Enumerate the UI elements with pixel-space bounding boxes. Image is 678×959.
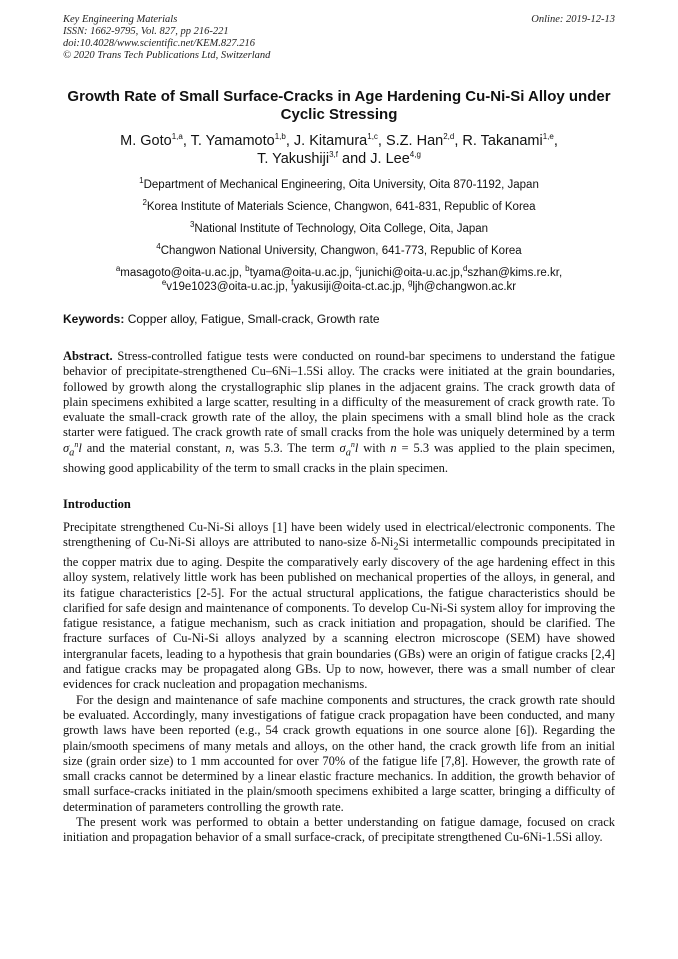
copyright-line: © 2020 Trans Tech Publications Ltd, Switzerland xyxy=(63,50,271,61)
affiliation xyxy=(63,178,615,193)
email-mark: g xyxy=(407,278,413,288)
affiliation-mark: 3 xyxy=(189,220,195,230)
author-name: S.Z. Han xyxy=(385,133,444,149)
affiliation-text: Korea Institute of Materials Science, Changwon, 641-831, Republic of Korea xyxy=(146,201,536,213)
author-conjunction: and xyxy=(342,151,367,167)
author-affil-mark: 2,d xyxy=(443,132,455,142)
author-affil-mark: 1,e xyxy=(542,132,554,142)
author-affil-mark: 4,g xyxy=(409,150,421,160)
math-n: n xyxy=(390,440,397,455)
email-mark: a xyxy=(115,264,121,274)
doi-line: doi:10.4028/www.scientific.net/KEM.827.216 xyxy=(63,38,255,49)
author-name: T. Yakushiji xyxy=(257,151,330,167)
author-affil-mark: 1,a xyxy=(171,132,183,142)
intro-text: Si intermetallic compounds precipitated in the copper matrix due to aging. Despite the comparatively early discovery of the age hardening effect in this alloy system, relatively little work has been published on mechanical properties of the alloys, in general, and its fatigue characteristics [2-5]. For the actual structural applications, the fatigue characteristics should be clarified for safe design and maintenance of components. To develop Cu-Ni-Si system alloy for improving the fatigue resistance, a fatigue mechanism, such as crack initiation and propagation, should be clarified. The fracture surfaces of Cu-Ni-Si alloys analyzed by a scanning electron microscope (SEM) have showed intergranular facets, leading to a hypothesis that grain boundaries (GBs) were an origin of fatigue cracks [2,4] and fatigue cracks may be propagated along GBs. Up to now, however, there was a small number of clear evidences for crack nucleation and propagation mechanisms. xyxy=(63,535,615,692)
author-name: T. Yamamoto xyxy=(190,133,275,149)
intro-paragraph-2: For the design and maintenance of safe machine components and structures, the crack growth rate should be evaluated. Accordingly, many investigations of fatigue crack propagation have been conducted, and many growth laws have been reported (e.g., 54 crack growth equations in one source alone [6]). Regarding the plain/smooth specimens of many metals and alloys, on the other hand, the crack growth life from an initial size (grain order size) to 1 mm accounted for over 70% of the fatigue life [7,8]. However, the growth rate of small cracks cannot be determined by a linear elastic fracture mechanics. In addition, the growth behavior of small surface-cracks initiated in the plain/smooth specimens exhibited a large scatter, bringing a difficulty of determination of parameters controlling the growth rate. xyxy=(63,692,615,814)
math-length: l xyxy=(354,440,359,455)
email-mark: b xyxy=(245,264,250,274)
abstract-text: , was 5.3. The term xyxy=(231,440,340,455)
email-link[interactable]: masagoto@oita-u.ac.jp, xyxy=(120,267,246,279)
email-link[interactable]: junichi@oita-u.ac.jp, xyxy=(359,267,463,279)
intro-paragraph-1 xyxy=(63,520,615,693)
abstract-text: = 5.3 was applied to the plain specimen, showing good applicability of the term to small cracks in the plain specimen. xyxy=(63,440,615,475)
affiliation-text: Department of Mechanical Engineering, Oita University, Oita 870-1192, Japan xyxy=(143,179,539,191)
email-list xyxy=(63,266,615,294)
affiliation xyxy=(63,222,615,237)
author-name: J. Lee xyxy=(370,151,410,167)
affiliation xyxy=(63,200,615,215)
affiliation-mark: 2 xyxy=(142,198,147,208)
paper-page xyxy=(63,14,615,846)
online-date: Online: 2019-12-13 xyxy=(531,14,615,25)
math-exponent: n xyxy=(74,439,79,449)
issn-line: ISSN: 1662-9795, Vol. 827, pp 216-221 xyxy=(63,26,229,37)
author-name: R. Takanami xyxy=(462,133,543,149)
abstract-text: with xyxy=(358,440,391,455)
email-mark: e xyxy=(161,278,167,288)
intro-text: Precipitate strengthened Cu-Ni-Si alloys [1] have been widely used in electrical/electronic components. The strengthening of Cu-Ni-Si alloys are attributed to nano-size δ-Ni xyxy=(63,519,615,550)
author-list: M. Goto$^{1,a}$, T. Yamamoto$^{1,b}$, J. Kitamura$^{1,c}$, S.Z. Han$^{2,d}$, R. Takanami$^{1,e}$, T. Yakushiji$^{3,f}$ and J. Lee$^{4,g}$ xyxy=(120,132,558,167)
email-link[interactable]: ljh@changwon.ac.kr xyxy=(412,281,517,293)
intro-paragraph-3: The present work was performed to obtain a better understanding on fatigue damage, focused on crack initiation and propagation behavior of a small surface-crack, of precipitate strengthened Cu-6Ni-1.5Si alloy. xyxy=(63,815,615,845)
affiliation xyxy=(63,244,615,259)
keywords-label: Keywords: xyxy=(63,312,125,326)
author-name: J. Kitamura xyxy=(293,133,368,149)
math-subscript: a xyxy=(345,447,351,459)
email-mark: d xyxy=(462,264,468,274)
email-mark: c xyxy=(355,264,360,274)
math-n: n xyxy=(225,440,232,455)
affiliation-mark: 4 xyxy=(156,242,161,252)
abstract xyxy=(63,349,615,476)
journal-header xyxy=(63,14,615,62)
paper-title: Growth Rate of Small Surface-Cracks in Age Hardening Cu-Ni-Si Alloy under Cyclic Stressing xyxy=(67,88,611,123)
author-affil-mark: 1,b xyxy=(274,132,286,142)
chemical-subscript: 2 xyxy=(393,541,399,553)
author-name: M. Goto xyxy=(120,133,172,149)
email-link[interactable]: v19e1023@oita-u.ac.jp, xyxy=(166,281,292,293)
math-sigma: σ xyxy=(339,440,346,455)
email-link[interactable]: yakusiji@oita-ct.ac.jp, xyxy=(293,281,408,293)
abstract-label: Abstract. xyxy=(63,349,113,363)
affiliation-text: National Institute of Technology, Oita College, Oita, Japan xyxy=(194,223,489,235)
math-sigma: σ xyxy=(63,440,70,455)
math-exponent: n xyxy=(350,439,355,449)
abstract-text: Stress-controlled fatigue tests were conducted on round-bar specimens to understand the fatigue behavior of precipitate-strengthened Cu–6Ni–1.5Si alloy. The cracks were initiated at the grain boundaries, followed by growth along the crystallographic slip planes in the adjacent grains. The crack growth data of plain specimens exhibited a large scatter, resulting in a difficulty of the measurement of crack growth rate. To evaluate the small-crack growth rate of the alloy, the plain specimens with a small blind hole as the crack starter were fatigued. The crack growth rate of small cracks from the hole was uniquely determined by a term xyxy=(63,349,616,440)
affiliation-mark: 1 xyxy=(139,176,144,186)
math-length: l xyxy=(78,440,82,455)
email-link[interactable]: tyama@oita-u.ac.jp, xyxy=(249,267,356,279)
keywords-text: Copper alloy, Fatigue, Small-crack, Growth rate xyxy=(127,312,380,326)
email-mark: f xyxy=(291,278,294,288)
affiliation-text: Changwon National University, Changwon, 641-773, Republic of Korea xyxy=(160,245,522,257)
email-link[interactable]: szhan@kims.re.kr, xyxy=(467,267,563,279)
author-affil-mark: 1,c xyxy=(367,132,378,142)
journal-name: Key Engineering Materials xyxy=(63,14,178,25)
math-subscript: a xyxy=(69,447,75,459)
section-heading-introduction: Introduction xyxy=(63,496,131,511)
keywords xyxy=(63,312,615,327)
abstract-text: and the material constant, xyxy=(81,440,226,455)
author-affil-mark: 3,f xyxy=(329,150,338,160)
